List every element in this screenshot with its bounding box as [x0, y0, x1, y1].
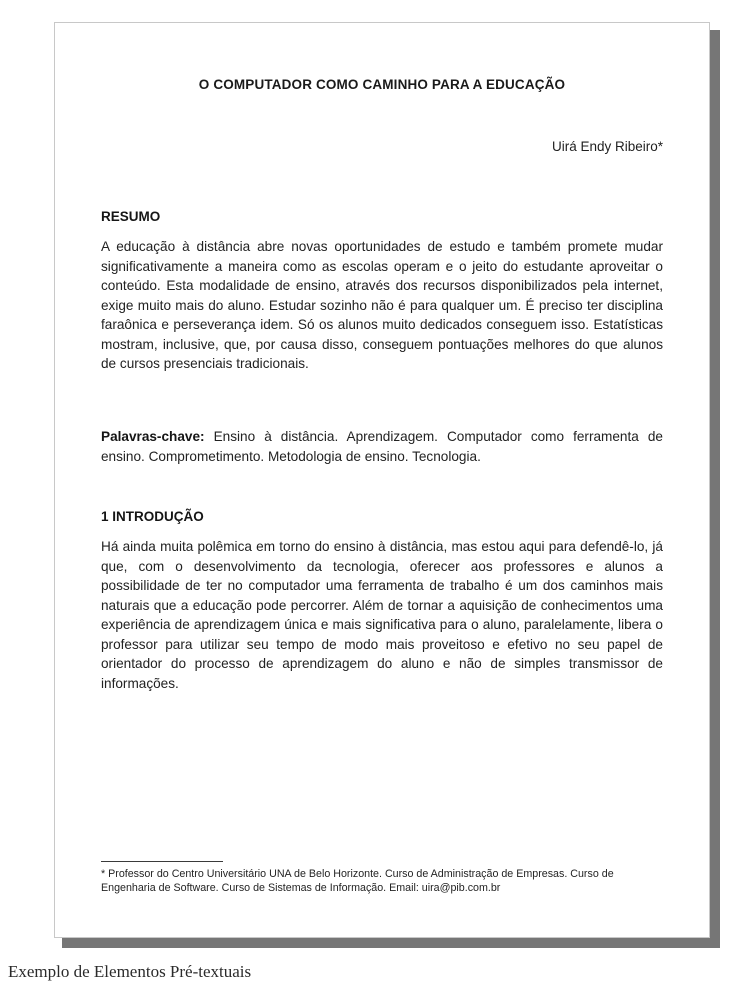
keywords-list: Ensino à distância. Aprendizagem. Computador como ferramenta de ensino. Comprometimento. Metodologia de ensino. Tecnologia. [101, 429, 663, 464]
figure-caption: Exemplo de Elementos Pré-textuais [8, 962, 252, 981]
section-heading-resumo: RESUMO [101, 209, 161, 224]
footnote-separator-rule [101, 861, 223, 862]
document-page [54, 22, 712, 940]
introduction-paragraph: Há ainda muita polêmica em torno do ensino à distância, mas estou aqui para defendê-lo, já que, com o desenvolvimento da tecnologia, oferecer aos professores e alunos a possibilidade de ter no computador uma ferramenta de trabalho é um dos caminhos mais naturais que a educação pode percorrer. Além de tornar a aquisição de conhecimentos uma experiência de aprendizagem única e mais significativa para o aluno, paralelamente, libera o professor para utilizar seu tempo de modo mais proveitoso e efetivo no seu papel de orientador do processo de aprendizagem do aluno e não de simples transmissor de informações. [101, 539, 663, 691]
footnote-text: * Professor do Centro Universitário UNA de Belo Horizonte. Curso de Administração de Empresas. Curso de Engenharia de Software. Curso de Sistemas de Informação. Email: uira@pib.com.br [101, 868, 614, 895]
abstract-paragraph: A educação à distância abre novas oportunidades de estudo e também promete mudar significativamente a maneira como as escolas operam e o jeito do estudante aproveitar o conteúdo. Esta modalidade de ensino, através dos recursos disponibilizados pela internet, exige muito mais do aluno. Estudar sozinho não é para qualquer um. É preciso ter disciplina faraônica e perseverança idem. Só os alunos muito dedicados conseguem isso. Estatísticas mostram, inclusive, que, por causa disso, conseguem pontuações melhores do que alunos de cursos presenciais tradicionais. [101, 239, 663, 372]
footnote-block [101, 861, 663, 896]
keywords-paragraph [101, 427, 663, 466]
author-line: Uirá Endy Ribeiro* [551, 139, 663, 154]
section-heading-introducao: 1 INTRODUÇÃO [101, 509, 204, 524]
page-sheet [54, 22, 710, 938]
page-title: O COMPUTADOR COMO CAMINHO PARA A EDUCAÇÃO [198, 77, 566, 92]
keywords-label: Palavras-chave: [101, 429, 205, 444]
